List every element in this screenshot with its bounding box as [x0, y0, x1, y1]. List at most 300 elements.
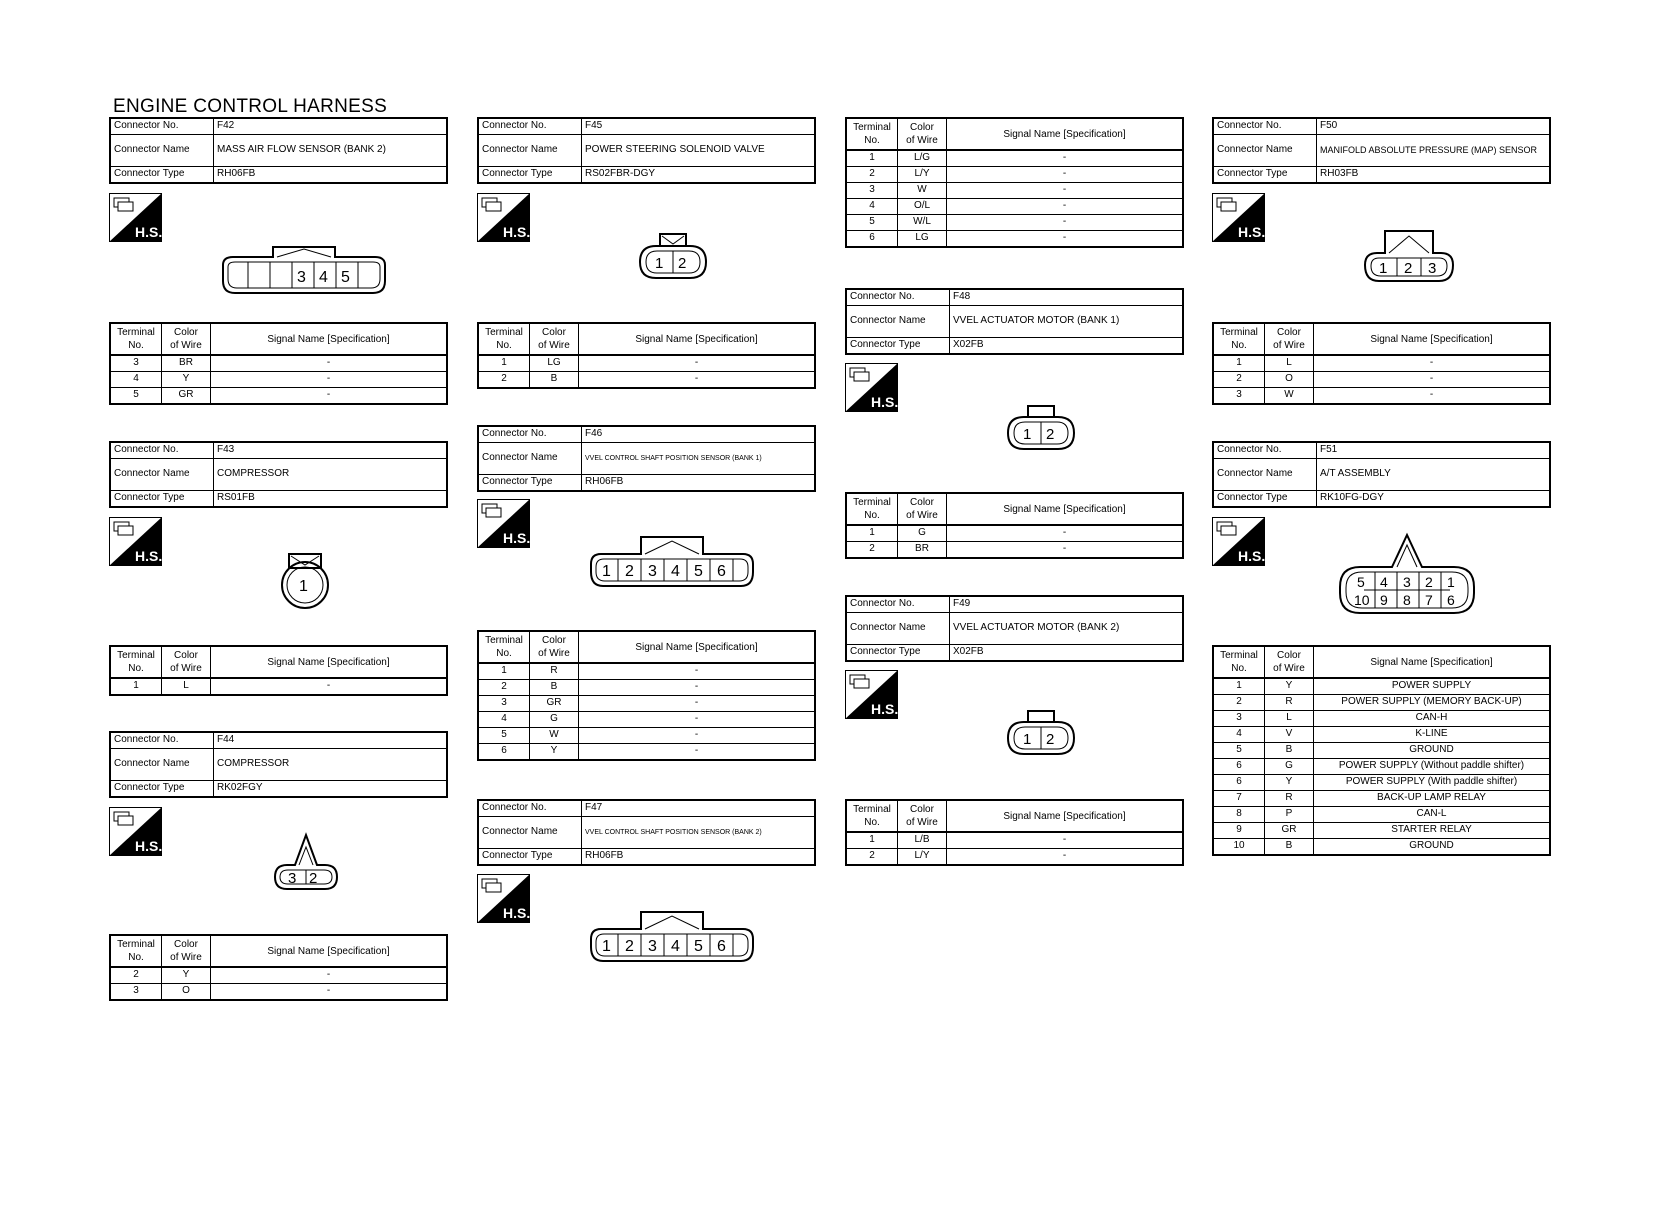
cell: -	[1314, 355, 1551, 372]
cell: -	[947, 150, 1184, 167]
table-row	[478, 355, 815, 372]
table-row	[110, 678, 447, 695]
cell: -	[947, 199, 1184, 215]
cell: No.	[864, 135, 880, 146]
hs-icon	[109, 807, 162, 856]
pin-label: 7	[1425, 592, 1433, 608]
cell: -	[211, 967, 448, 984]
pin-label: 9	[1380, 592, 1388, 608]
pin-label: 1	[1023, 731, 1032, 748]
connector-f49-face	[1004, 708, 1078, 763]
cell: Terminal	[1220, 650, 1258, 661]
cell: No.	[128, 952, 144, 963]
pin-label: 2	[678, 255, 687, 272]
cell: 1	[1213, 355, 1265, 372]
pin-label: 4	[671, 563, 680, 580]
connector-f45-pins	[477, 322, 816, 389]
cell: Connector Type	[846, 645, 950, 662]
cell	[162, 935, 211, 967]
cell	[110, 323, 162, 355]
cell: Color	[542, 635, 566, 646]
pin-label: H.S.	[871, 701, 898, 717]
table-row	[1213, 807, 1550, 823]
table-row	[1213, 823, 1550, 839]
cell: Color	[542, 327, 566, 338]
pin-label: 3	[1403, 574, 1411, 590]
cell: G	[1265, 759, 1314, 775]
cell: Terminal	[485, 635, 523, 646]
cell	[530, 323, 579, 355]
cell: POWER SUPPLY (With paddle shifter)	[1314, 775, 1551, 791]
connector-f46-info	[477, 425, 816, 492]
pin-label: 3	[297, 269, 306, 286]
cell: Y	[530, 744, 579, 761]
cell: -	[947, 525, 1184, 542]
connector-f44-pins	[109, 934, 448, 1001]
connector-f45-info	[477, 117, 816, 184]
cell: -	[579, 680, 816, 696]
cell: 2	[110, 967, 162, 984]
cell	[162, 646, 211, 678]
table-row	[1213, 711, 1550, 727]
cell: L	[1265, 711, 1314, 727]
cell: 3	[846, 183, 898, 199]
connector-f46-pins	[477, 630, 816, 761]
cell: -	[947, 832, 1184, 849]
cell: Connector No.	[478, 800, 582, 817]
cell: Connector Name	[1213, 459, 1317, 491]
connector-f49-info	[845, 595, 1184, 662]
table-row	[478, 696, 815, 712]
pin-label: 4	[319, 269, 328, 286]
cell: Color	[910, 122, 934, 133]
table-row	[478, 728, 815, 744]
pin-label: 2	[625, 938, 634, 955]
cell: F45	[582, 118, 816, 135]
pin-label: 5	[694, 938, 703, 955]
pin-label: 1	[602, 563, 611, 580]
cell	[1265, 323, 1314, 355]
cell: -	[211, 678, 448, 695]
cell	[478, 323, 530, 355]
table-row	[478, 372, 815, 389]
cell: 9	[1213, 823, 1265, 839]
pin-label: H.S.	[503, 224, 530, 240]
connector-f47-info	[477, 799, 816, 866]
cell: B	[530, 680, 579, 696]
cell: Connector Type	[1213, 491, 1317, 508]
cell	[530, 631, 579, 663]
cell: No.	[1231, 663, 1247, 674]
cell: 6	[846, 231, 898, 248]
cell: F46	[582, 426, 816, 443]
pin-label: 3	[1428, 260, 1437, 277]
cell: Connector Type	[1213, 167, 1317, 184]
table-row	[1213, 791, 1550, 807]
table-row	[110, 967, 447, 984]
table-row	[846, 542, 1183, 559]
table-row	[1213, 372, 1550, 388]
cell: Color	[174, 939, 198, 950]
cell: Connector No.	[1213, 118, 1317, 135]
cell: Signal Name [Specification]	[211, 323, 448, 355]
pin-label: 2	[309, 870, 318, 887]
pin-label: 3	[648, 563, 657, 580]
cell: Signal Name [Specification]	[579, 631, 816, 663]
cell: -	[579, 663, 816, 680]
pin-label: 3	[288, 870, 297, 887]
cell: W	[898, 183, 947, 199]
cell: Connector Name	[478, 443, 582, 475]
cell: -	[947, 167, 1184, 183]
table-row	[1213, 775, 1550, 791]
cell: Connector No.	[110, 732, 214, 749]
cell: Y	[162, 967, 211, 984]
cell: GR	[162, 388, 211, 405]
cell	[478, 631, 530, 663]
cell: L	[162, 678, 211, 695]
cell: 2	[1213, 372, 1265, 388]
cell: of Wire	[906, 135, 938, 146]
cell: -	[211, 388, 448, 405]
cell: Color	[1277, 327, 1301, 338]
cell: Connector No.	[846, 596, 950, 613]
hs-icon	[477, 874, 530, 923]
cell: Connector No.	[1213, 442, 1317, 459]
cell	[846, 493, 898, 525]
cell: V	[1265, 727, 1314, 743]
cell: 5	[478, 728, 530, 744]
cell: F44	[214, 732, 448, 749]
cell: W	[1265, 388, 1314, 405]
cell: -	[947, 849, 1184, 866]
pin-label: H.S.	[503, 530, 530, 546]
pin-label: 1	[1023, 426, 1032, 443]
connector-f42-face	[219, 243, 389, 306]
cell: Connector No.	[110, 442, 214, 459]
cell: VVEL ACTUATOR MOTOR (BANK 1)	[950, 306, 1184, 338]
cell: RK10FG-DGY	[1317, 491, 1551, 508]
cell: CAN-H	[1314, 711, 1551, 727]
cell	[846, 118, 898, 150]
cell: 10	[1213, 839, 1265, 856]
cell: Connector Name	[846, 613, 950, 645]
connector-f51-info	[1212, 441, 1551, 508]
hs-icon	[477, 499, 530, 548]
connector-f48-face	[1004, 403, 1078, 458]
cell: Terminal	[117, 939, 155, 950]
cell: of Wire	[1273, 663, 1305, 674]
cell: K-LINE	[1314, 727, 1551, 743]
hs-icon	[1212, 517, 1265, 566]
cell	[1213, 323, 1265, 355]
table-row	[846, 525, 1183, 542]
cell: COMPRESSOR	[214, 459, 448, 491]
cell: 6	[1213, 775, 1265, 791]
cell: Connector Type	[478, 849, 582, 866]
cell: F49	[950, 596, 1184, 613]
cell: -	[947, 542, 1184, 559]
cell: -	[1314, 388, 1551, 405]
cell: Connector Name	[110, 459, 214, 491]
cell: B	[1265, 743, 1314, 759]
cell: CAN-L	[1314, 807, 1551, 823]
cell: Connector Type	[110, 491, 214, 508]
cell: Connector Name	[478, 135, 582, 167]
connector-name: MASS AIR FLOW SENSOR (BANK 2)	[214, 135, 448, 167]
cell: F51	[1317, 442, 1551, 459]
cell: No.	[496, 648, 512, 659]
cell: R	[530, 663, 579, 680]
cell: -	[211, 355, 448, 372]
connector-f44-face	[269, 831, 343, 906]
connector-f50-pins	[1212, 322, 1551, 405]
cell: -	[1314, 372, 1551, 388]
cell: of Wire	[170, 663, 202, 674]
cell: 2	[846, 167, 898, 183]
cell: 5	[846, 215, 898, 231]
hs-icon	[477, 193, 530, 242]
cell: O/L	[898, 199, 947, 215]
label: Connector No.	[110, 118, 214, 135]
cell: of Wire	[906, 817, 938, 828]
pin-label: H.S.	[135, 548, 162, 564]
cell: -	[579, 728, 816, 744]
pin-label: 2	[1046, 426, 1055, 443]
cell: -	[579, 372, 816, 389]
table-row	[846, 167, 1183, 183]
cell: Terminal	[117, 650, 155, 661]
cell: 1	[110, 678, 162, 695]
cell	[898, 800, 947, 832]
cell: Terminal	[117, 327, 155, 338]
table-row	[1213, 695, 1550, 711]
cell: RH06FB	[582, 475, 816, 492]
cell: Signal Name [Specification]	[211, 646, 448, 678]
cell: BACK-UP LAMP RELAY	[1314, 791, 1551, 807]
table-row	[1213, 759, 1550, 775]
pin-label: 6	[717, 938, 726, 955]
pin-label: 3	[648, 938, 657, 955]
connector-f48-info	[845, 288, 1184, 355]
cell: Signal Name [Specification]	[947, 493, 1184, 525]
cell	[846, 800, 898, 832]
cell: Color	[910, 497, 934, 508]
cell: F43	[214, 442, 448, 459]
hs-icon	[845, 363, 898, 412]
cell: of Wire	[538, 340, 570, 351]
table-row	[110, 355, 447, 372]
connector-f50-face	[1359, 227, 1459, 292]
cell: Terminal	[1220, 327, 1258, 338]
hs-icon	[109, 193, 162, 242]
cell: X02FB	[950, 645, 1184, 662]
cell: of Wire	[1273, 340, 1305, 351]
table-row	[1213, 727, 1550, 743]
cell: -	[947, 215, 1184, 231]
cell: F48	[950, 289, 1184, 306]
cell: Signal Name [Specification]	[211, 935, 448, 967]
cell: -	[211, 372, 448, 388]
connector-f44-info	[109, 731, 448, 798]
table-row	[110, 984, 447, 1001]
connector-f43-pins	[109, 645, 448, 696]
cell: 6	[478, 744, 530, 761]
table-row	[110, 372, 447, 388]
cell: Connector Type	[110, 781, 214, 798]
cell: Signal Name [Specification]	[1314, 323, 1551, 355]
pin-label: 2	[1425, 574, 1433, 590]
cell: Terminal	[485, 327, 523, 338]
cell: RH03FB	[1317, 167, 1551, 184]
cell: -	[579, 696, 816, 712]
pin-label: H.S.	[871, 394, 898, 410]
connector-f42-info	[109, 117, 448, 184]
cell: Signal Name [Specification]	[1314, 646, 1551, 678]
cell: W/L	[898, 215, 947, 231]
cell: Connector No.	[846, 289, 950, 306]
pin-label: 10	[1354, 592, 1370, 608]
cell: Signal Name [Specification]	[947, 800, 1184, 832]
table-row	[846, 150, 1183, 167]
cell: 2	[1213, 695, 1265, 711]
cell: 3	[110, 355, 162, 372]
cell: L/B	[898, 832, 947, 849]
pin-label: 6	[717, 563, 726, 580]
table-row	[1213, 839, 1550, 856]
cell: Connector Name	[846, 306, 950, 338]
cell: BR	[162, 355, 211, 372]
cell: RH06FB	[582, 849, 816, 866]
cell: GR	[1265, 823, 1314, 839]
cell: Connector Type	[846, 338, 950, 355]
cell: -	[211, 984, 448, 1001]
cell: 2	[846, 849, 898, 866]
cell: L/Y	[898, 167, 947, 183]
cell: Connector Name	[110, 749, 214, 781]
connector-f48-pins	[845, 492, 1184, 559]
cell: RS02FBR-DGY	[582, 167, 816, 184]
cell: Signal Name [Specification]	[947, 118, 1184, 150]
cell: 4	[478, 712, 530, 728]
cell: 2	[846, 542, 898, 559]
cell	[1213, 646, 1265, 678]
cell: B	[1265, 839, 1314, 856]
cell	[898, 118, 947, 150]
table-row	[478, 663, 815, 680]
pin-label: 2	[1404, 260, 1413, 277]
cell: RS01FB	[214, 491, 448, 508]
cell: Connector No.	[478, 118, 582, 135]
cell: 1	[478, 355, 530, 372]
connector-no: F42	[214, 118, 448, 135]
page-title: ENGINE CONTROL HARNESS	[113, 96, 388, 117]
cell: VVEL ACTUATOR MOTOR (BANK 2)	[950, 613, 1184, 645]
cell: MANIFOLD ABSOLUTE PRESSURE (MAP) SENSOR	[1317, 135, 1551, 167]
cell: B	[530, 372, 579, 389]
cell: RK02FGY	[214, 781, 448, 798]
table-row	[478, 712, 815, 728]
cell: No.	[864, 510, 880, 521]
cell: GROUND	[1314, 839, 1551, 856]
cell: Y	[162, 372, 211, 388]
table-row	[846, 183, 1183, 199]
cell: 1	[846, 150, 898, 167]
cell: 4	[846, 199, 898, 215]
cell: VVEL CONTROL SHAFT POSITION SENSOR (BANK 2)	[582, 817, 816, 849]
pin-label: H.S.	[135, 838, 162, 854]
cell: 3	[110, 984, 162, 1001]
cell	[898, 493, 947, 525]
table-row	[478, 744, 815, 761]
hs-icon	[1212, 193, 1265, 242]
connector-f49-pins	[845, 799, 1184, 866]
cell: F50	[1317, 118, 1551, 135]
cell: O	[1265, 372, 1314, 388]
cell: No.	[128, 663, 144, 674]
table-row	[110, 388, 447, 405]
table-row	[478, 680, 815, 696]
cell: W	[530, 728, 579, 744]
cell: POWER SUPPLY (MEMORY BACK-UP)	[1314, 695, 1551, 711]
cell: 1	[846, 832, 898, 849]
cell: 3	[1213, 711, 1265, 727]
table-row	[1213, 678, 1550, 695]
label: Connector Type	[110, 167, 214, 184]
table-row	[1213, 355, 1550, 372]
table-row	[1213, 743, 1550, 759]
cell: G	[898, 525, 947, 542]
cell: POWER SUPPLY (Without paddle shifter)	[1314, 759, 1551, 775]
cell: 5	[110, 388, 162, 405]
cell: R	[1265, 791, 1314, 807]
cell: POWER STEERING SOLENOID VALVE	[582, 135, 816, 167]
cell: 4	[110, 372, 162, 388]
pin-label: H.S.	[135, 224, 162, 240]
table-row	[846, 199, 1183, 215]
connector-pins-top	[845, 117, 1184, 248]
cell: G	[530, 712, 579, 728]
cell: F47	[582, 800, 816, 817]
cell: Terminal	[853, 804, 891, 815]
cell: P	[1265, 807, 1314, 823]
cell: Color	[1277, 650, 1301, 661]
cell: Color	[174, 327, 198, 338]
connector-f42-pins	[109, 322, 448, 405]
cell: 3	[1213, 388, 1265, 405]
cell: 5	[1213, 743, 1265, 759]
connector-f50-info	[1212, 117, 1551, 184]
cell: X02FB	[950, 338, 1184, 355]
cell: No.	[496, 340, 512, 351]
connector-type: RH06FB	[214, 167, 448, 184]
cell: BR	[898, 542, 947, 559]
cell: Connector Name	[478, 817, 582, 849]
cell: Y	[1265, 678, 1314, 695]
cell: of Wire	[170, 340, 202, 351]
connector-f43-info	[109, 441, 448, 508]
pin-label: 5	[341, 269, 350, 286]
cell: -	[947, 183, 1184, 199]
cell: A/T ASSEMBLY	[1317, 459, 1551, 491]
pin-label: 1	[299, 578, 308, 595]
cell: 4	[1213, 727, 1265, 743]
pin-label: 8	[1403, 592, 1411, 608]
cell: of Wire	[170, 952, 202, 963]
cell	[110, 935, 162, 967]
cell	[1265, 646, 1314, 678]
cell: -	[947, 231, 1184, 248]
